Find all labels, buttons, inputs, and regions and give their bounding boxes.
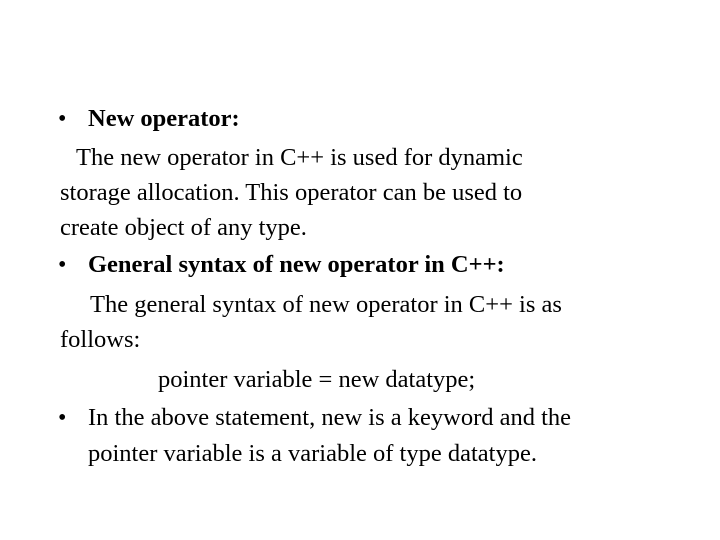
- bullet-2-marker: •: [58, 252, 67, 278]
- paragraph-2-line-2: follows:: [60, 326, 141, 353]
- paragraph-1-line-2: storage allocation. This operator can be used to: [60, 179, 523, 206]
- paragraph-2-line-1: The general syntax of new operator in C++ is as: [90, 291, 562, 318]
- syntax-code-line: pointer variable = new datatype;: [158, 366, 476, 393]
- bullet-1-marker: •: [58, 106, 67, 132]
- heading-general-syntax: General syntax of new operator in C++:: [88, 251, 505, 278]
- paragraph-1-line-3: create object of any type.: [60, 214, 307, 241]
- heading-new-operator: New operator:: [88, 105, 240, 132]
- paragraph-3-line-1: In the above statement, new is a keyword and the: [88, 404, 572, 431]
- paragraph-3-line-2: pointer variable is a variable of type datatype.: [88, 440, 537, 467]
- bullet-3-marker: •: [58, 405, 67, 431]
- paragraph-1-line-1: The new operator in C++ is used for dynamic: [76, 144, 523, 171]
